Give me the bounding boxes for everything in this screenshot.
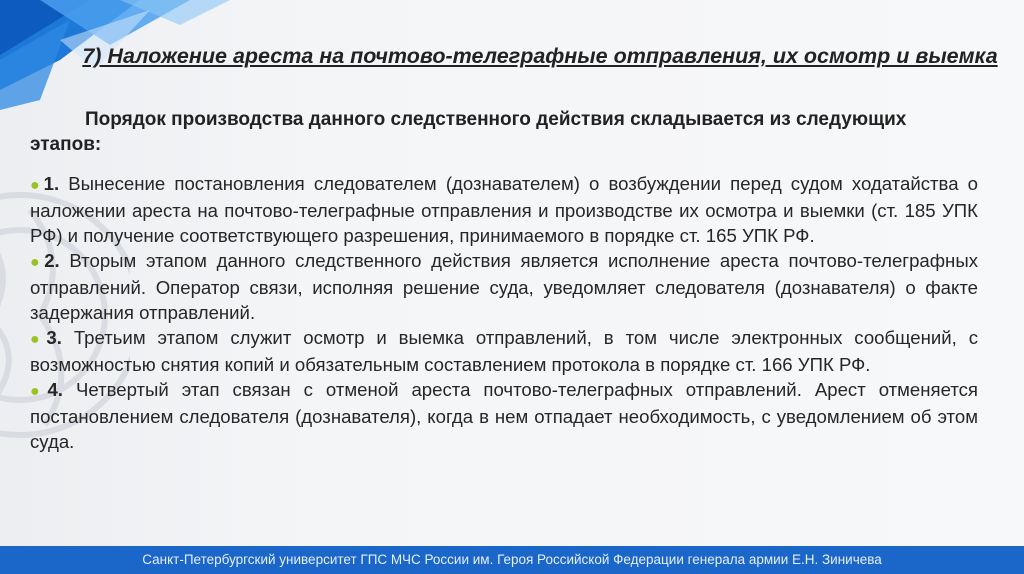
step-text: Четвертый этап связан с отменой ареста почтово-телеграфных отправлений. Арест отменяется постановлением следователя (дознавателя), когда в нем отпадает необходимость, с уведомлением об этом суда.	[30, 379, 978, 452]
step-text: Вынесение постановления следователем (дознавателем) о возбуждении перед судом ходатайства о наложении ареста на почтово-телеграфные отправления и производстве их осмотра и выемки (ст. 185 УПК РФ) и получение соответствующего разрешения, принимаемого в порядке ст. 165 УПК РФ.	[30, 173, 978, 246]
footer-text: Санкт-Петербургский университет ГПС МЧС России им. Героя Российской Федерации генерала армии Е.Н. Зиничева	[142, 552, 882, 567]
bullet-icon: ●	[30, 331, 47, 348]
step-number: 4.	[47, 379, 63, 400]
bullet-icon: ●	[30, 383, 48, 400]
slide-title: 7) Наложение ареста на почтово-телеграфные отправления, их осмотр и выемка	[82, 44, 998, 68]
step-number: 1.	[43, 173, 60, 194]
step-number: 2.	[44, 250, 60, 271]
list-item	[30, 325, 978, 377]
step-text: Вторым этапом данного следственного действия является исполнение ареста почтово-телеграфных отправлений. Оператор связи, исполняя решение суда, уведомляет следователя (дознавателя) о факте задержания отправлений.	[30, 250, 978, 323]
lead-paragraph: Порядок производства данного следственного действия складывается из следующих этапов:	[30, 109, 907, 155]
steps-list	[30, 171, 978, 454]
bullet-icon: ●	[30, 254, 45, 271]
step-text: Третьим этапом служит осмотр и выемка отправлений, в том числе электронных сообщений, с возможностью снятия копий и обязательным составлением протокола в порядке ст. 166 УПК РФ.	[30, 327, 978, 375]
footer-bar	[0, 546, 1024, 574]
list-item	[30, 171, 978, 248]
list-item	[30, 248, 978, 325]
bullet-icon: ●	[30, 177, 44, 194]
step-number: 3.	[46, 327, 62, 348]
list-item	[30, 377, 978, 454]
